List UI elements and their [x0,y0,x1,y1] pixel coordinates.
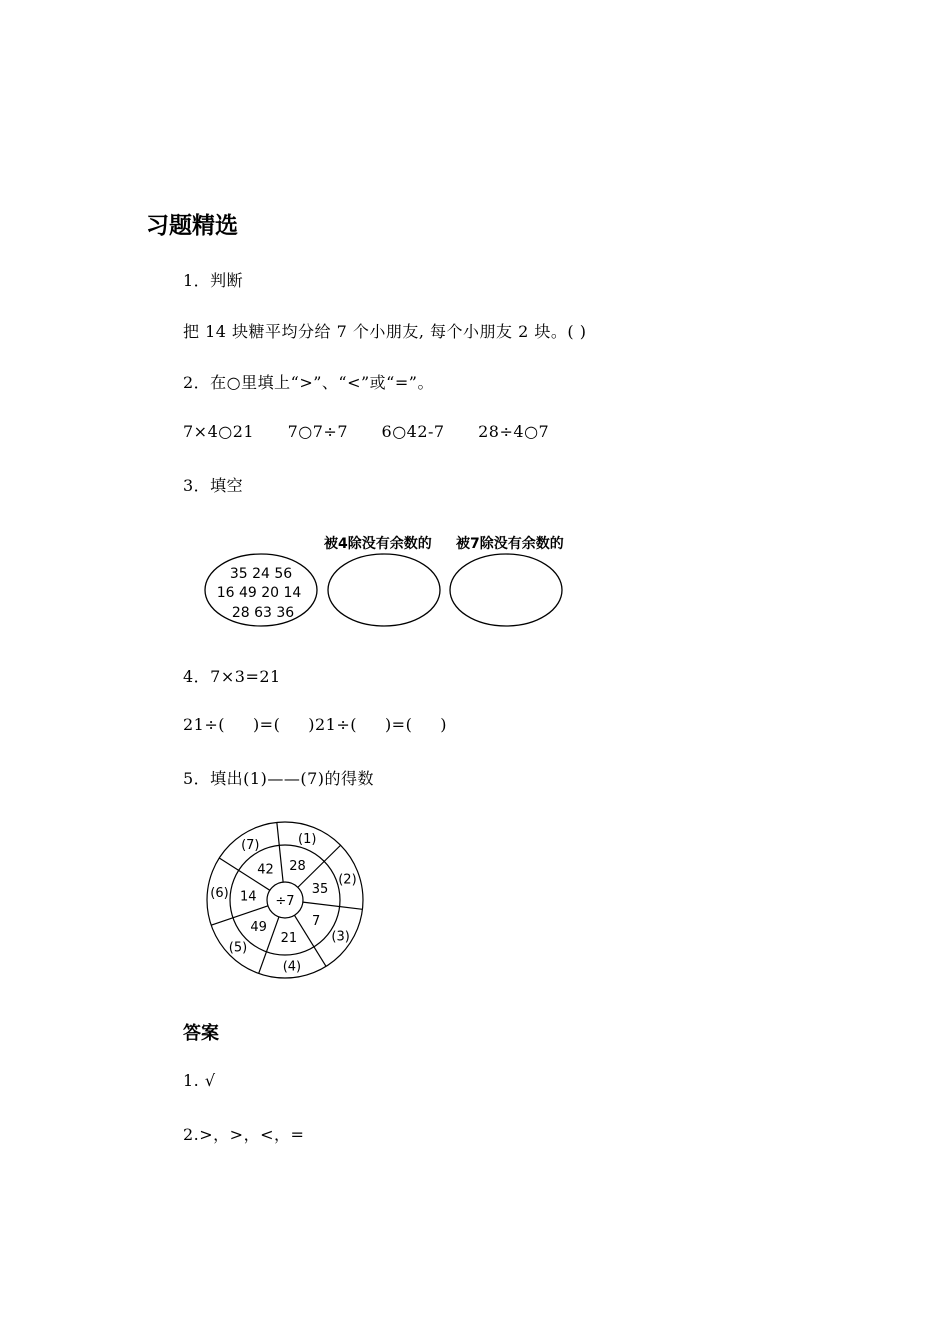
numbers-row-1: 35 24 56 [229,566,293,582]
wheel-spoke [277,822,283,882]
answer-1: 1. √ [183,1071,216,1090]
page-title: 习题精选 [146,213,238,239]
wheel-inner-number: 35 [311,882,329,898]
wheel-outer-label: (1) [298,831,317,847]
center-operator: ÷7 [275,894,295,909]
set-ellipses-figure [200,550,570,630]
wheel-outer-label: (4) [282,959,302,975]
divisible-by-7-ellipse [450,554,562,626]
numbers-row-3: 28 63 36 [231,605,295,621]
label-divisible-by-7: 被7除没有余数的 [456,536,564,552]
wheel-spoke [303,902,363,909]
q3-heading: 3．填空 [183,476,244,495]
answer-2: 2.>，>，<，= [183,1125,305,1144]
answers-heading: 答案 [183,1023,219,1044]
q4-heading: 4．7×3=21 [183,667,281,686]
wheel-inner-number: 7 [312,913,321,929]
q1-text: 把 14 块糖平均分给 7 个小朋友, 每个小朋友 2 块。( ) [183,322,587,341]
q4-expression: 21÷( )=( )21÷( )=( ) [183,715,447,734]
label-divisible-by-4: 被4除没有余数的 [324,536,432,552]
wheel-inner-number: 21 [280,930,298,946]
q5-heading: 5．填出(1)——(7)的得数 [183,769,375,788]
q2-expression: 7×4○21 7○7÷7 6○42-7 28÷4○7 [183,422,550,441]
q2-heading: 2．在○里填上“>”、“<”或“=”。 [183,373,434,392]
wheel-inner-number: 49 [250,919,267,935]
wheel-inner-number: 14 [239,889,257,905]
division-wheel-figure [200,815,370,985]
numbers-row-2: 16 49 20 14 [216,585,302,601]
q1-heading: 1．判断 [183,271,244,290]
wheel-outer-label: (7) [241,837,260,853]
wheel-outer-label: (2) [338,872,357,888]
divisible-by-4-ellipse [328,554,440,626]
wheel-inner-number: 28 [289,859,306,875]
wheel-inner-number: 42 [257,862,274,878]
wheel-outer-label: (3) [331,929,350,945]
wheel-outer-label: (6) [210,886,229,902]
wheel-outer-label: (5) [228,940,248,956]
